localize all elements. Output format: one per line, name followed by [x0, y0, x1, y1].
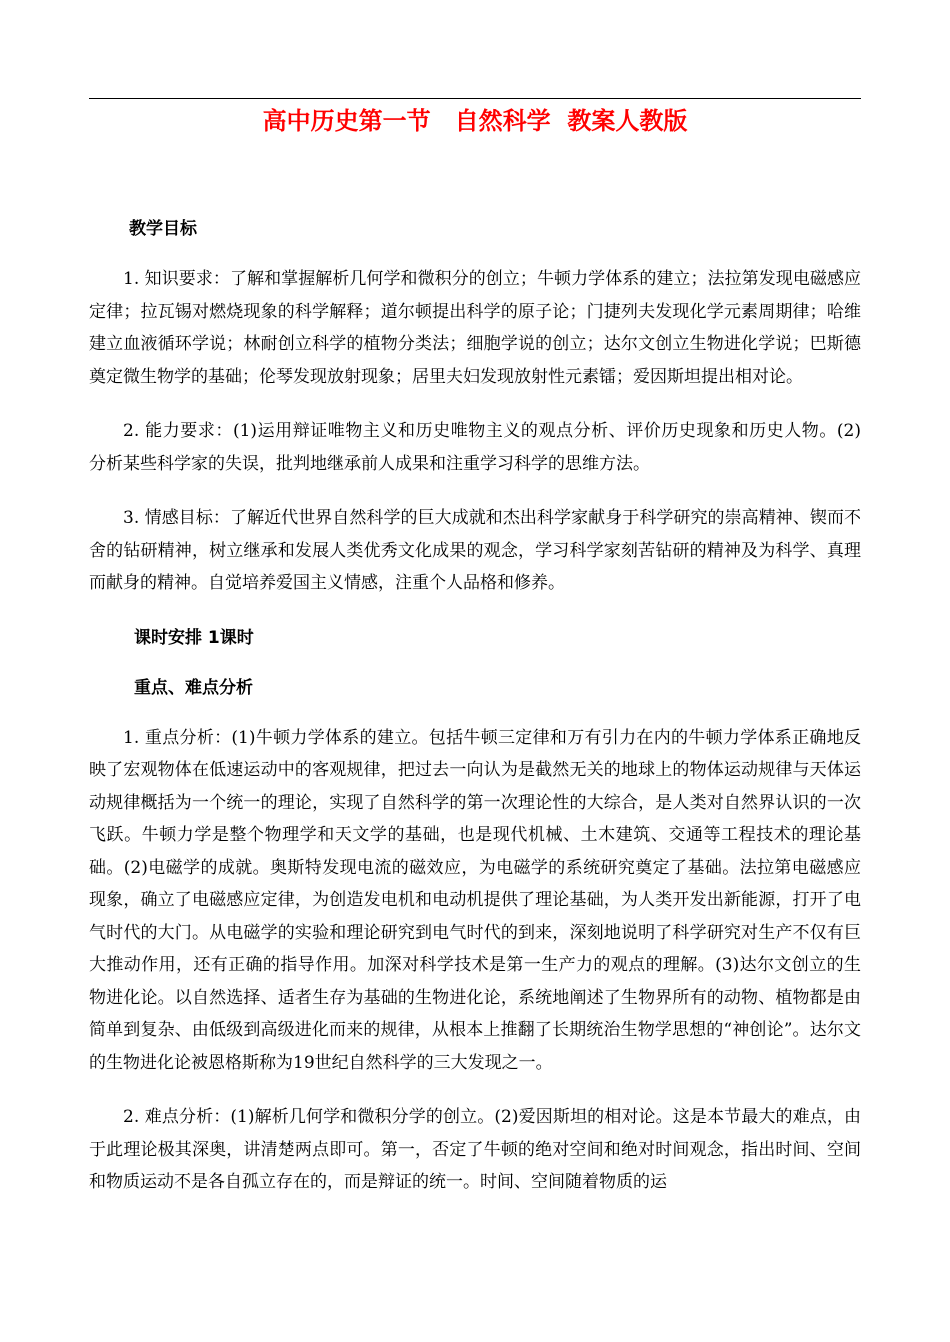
paragraph-key-points-analysis: 1. 重点分析：(1)牛顿力学体系的建立。包括牛顿三定律和万有引力在内的牛顿力学体系正确地反映了宏观物体在低速运动中的客观规律，把过去一向认为是截然无关的地球上的物体运动规律与天体运动规律概括为一个统一的理论，实现了自然科学的第一次理论性的大综合，是人类对自然界认识的一次飞跃。牛顿力学是整个物理学和天文学的基础，也是现代机械、土木建筑、交通等工程技术的理论基础。(2)电磁学的成就。奥斯特发现电流的磁效应，为电磁学的系统研究奠定了基础。法拉第电磁感应现象，确立了电磁感应定律，为创造发电机和电动机提供了理论基础，为人类开发出新能源，打开了电气时代的大门。从电磁学的实验和理论研究到电气时代的到来，深刻地说明了科学研究对生产不仅有巨大推动作用，还有正确的指导作用。加深对科学技术是第一生产力的观点的理解。(3)达尔文创立的生物进化论。以自然选择、适者生存为基础的生物进化论，系统地阐述了生物界所有的动物、植物都是由简单到复杂、由低级到高级进化而来的规律，从根本上推翻了长期统治生物学思想的“神创论”。达尔文的生物进化论被恩格斯称为19世纪自然科学的三大发现之一。 — [89, 727, 861, 1073]
page-title: 高中历史第一节 自然科学 教案人教版 — [262, 107, 688, 135]
section-heading-teaching-goals: 教学目标 — [129, 219, 197, 239]
section-heading-key-points: 重点、难点分析 — [134, 677, 253, 698]
header-rule — [89, 98, 861, 99]
document-body — [89, 213, 861, 1199]
paragraph-emotional-goals: 3. 情感目标：了解近代世界自然科学的巨大成就和杰出科学家献身于科学研究的崇高精神、锲而不舍的钻研精神，树立继承和发展人类优秀文化成果的观念，学习科学家刻苦钻研的精神及为科学、真理而献身的精神。自觉培养爱国主义情感，注重个人品格和修养。 — [89, 508, 861, 593]
paragraph-ability-requirements: 2. 能力要求：(1)运用辩证唯物主义和历史唯物主义的观点分析、评价历史现象和历史人物。(2) 分析某些科学家的失误，批判地继承前人成果和注重学习科学的思维方法。 — [89, 421, 861, 474]
paragraph-knowledge-requirements: 1. 知识要求：了解和掌握解析几何学和微积分的创立；牛顿力学体系的建立；法拉第发现电磁感应定律；拉瓦锡对燃烧现象的科学解释；道尔顿提出科学的原子论；门捷列夫发现化学元素周期律；哈维建立血液循环学说；林耐创立科学的植物分类法；细胞学说的创立；达尔文创立生物进化学说；巴斯德奠定微生物学的基础；伦琴发现放射现象；居里夫妇发现放射性元素镭；爱因斯坦提出相对论。 — [89, 269, 861, 387]
section-heading-schedule: 课时安排 1课时 — [134, 627, 254, 648]
paragraph-difficult-points-analysis: 2. 难点分析：(1)解析几何学和微积分学的创立。(2)爱因斯坦的相对论。这是本节最大的难点，由于此理论极其深奥，讲清楚两点即可。第一，否定了牛顿的绝对空间和绝对时间观念，指出时间、空间和物质运动不是各自孤立存在的，而是辩证的统一。时间、空间随着物质的运 — [89, 1107, 861, 1192]
